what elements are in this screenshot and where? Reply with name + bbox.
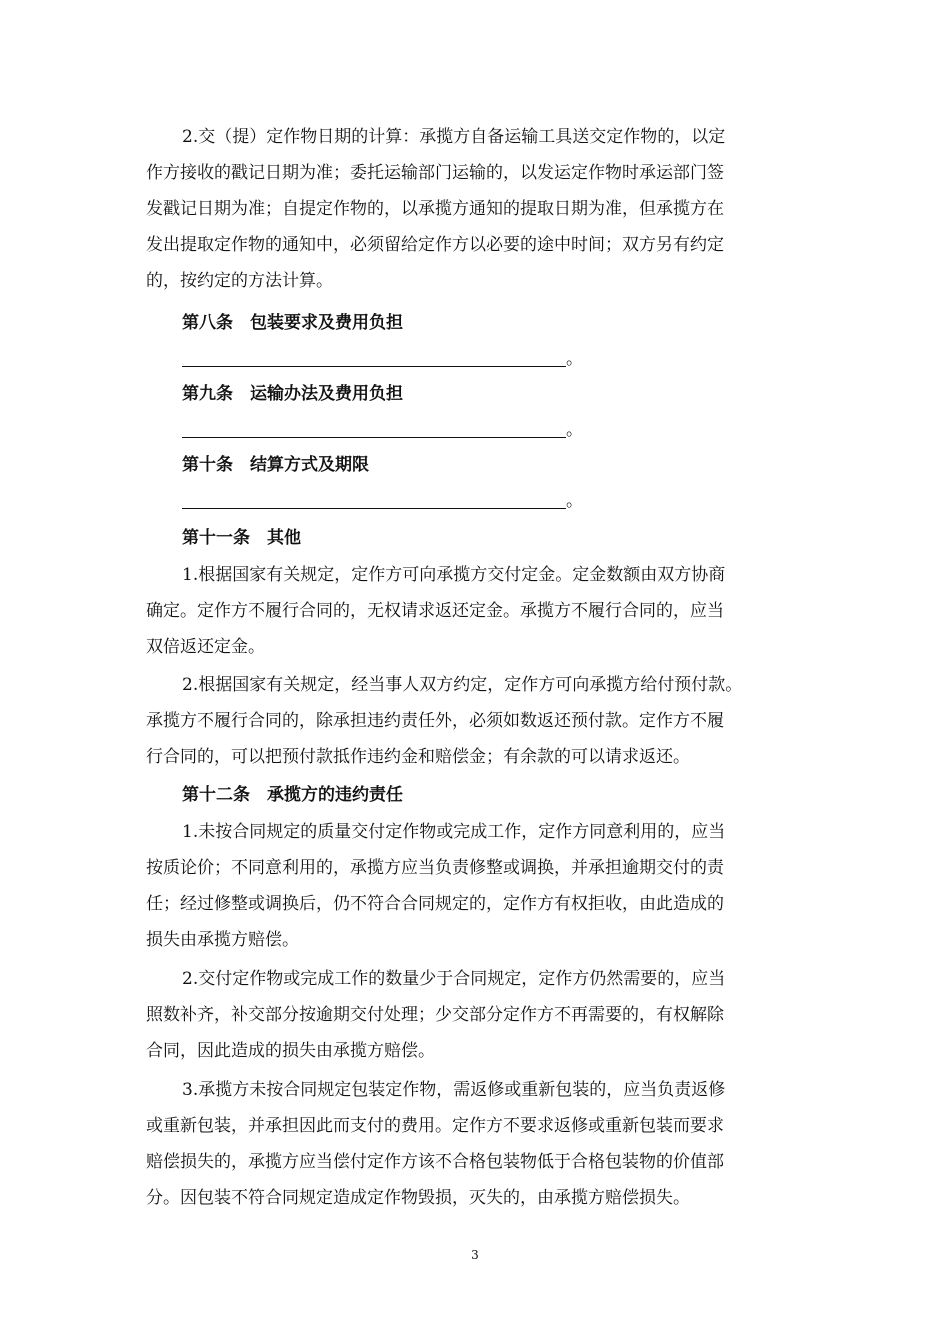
paragraph-line: 2.交（提）定作物日期的计算：承揽方自备运输工具送交定作物的，以定 xyxy=(182,127,726,147)
paragraph-line: 1.未按合同规定的质量交付定作物或完成工作，定作方同意利用的，应当 xyxy=(182,822,726,842)
article-8-heading: 第八条 包装要求及费用负担 xyxy=(182,313,403,333)
paragraph-line: 或重新包装，并承担因此而支付的费用。定作方不要求返修或重新包装而要求 xyxy=(146,1116,724,1136)
paragraph-line: 按质论价；不同意利用的，承揽方应当负责修整或调换，并承担逾期交付的责 xyxy=(146,858,724,878)
paragraph-line: 确定。定作方不履行合同的，无权请求返还定金。承揽方不履行合同的，应当 xyxy=(146,601,724,621)
paragraph-line: 的，按约定的方法计算。 xyxy=(146,271,333,291)
paragraph-line: 行合同的，可以把预付款抵作违约金和赔偿金；有余款的可以请求返还。 xyxy=(146,747,690,767)
paragraph-line: 照数补齐，补交部分按逾期交付处理；少交部分定作方不再需要的，有权解除 xyxy=(146,1005,724,1025)
paragraph-line: 作方接收的戳记日期为准；委托运输部门运输的，以发运定作物时承运部门签 xyxy=(146,163,724,183)
article-9-heading: 第九条 运输办法及费用负担 xyxy=(182,384,403,404)
paragraph-line: 1.根据国家有关规定，定作方可向承揽方交付定金。定金数额由双方协商 xyxy=(182,565,726,585)
fill-in-blank-line xyxy=(182,437,566,438)
article-12-heading: 第十二条 承揽方的违约责任 xyxy=(182,785,403,805)
fill-in-blank-line xyxy=(182,366,566,367)
paragraph-line: 合同，因此造成的损失由承揽方赔偿。 xyxy=(146,1041,435,1061)
paragraph-line: 3.承揽方未按合同规定包装定作物，需返修或重新包装的，应当负责返修 xyxy=(182,1080,726,1100)
page-number: 3 xyxy=(471,1248,479,1262)
paragraph-line: 承揽方不履行合同的，除承担违约责任外，必须如数返还预付款。定作方不履 xyxy=(146,711,724,731)
paragraph-line: 双倍返还定金。 xyxy=(146,637,265,657)
article-11-heading: 第十一条 其他 xyxy=(182,528,301,548)
paragraph-line: 2.交付定作物或完成工作的数量少于合同规定，定作方仍然需要的，应当 xyxy=(182,969,726,989)
article-10-heading: 第十条 结算方式及期限 xyxy=(182,455,369,475)
blank-period: 。 xyxy=(566,420,583,440)
paragraph-line: 分。因包装不符合同规定造成定作物毁损，灭失的，由承揽方赔偿损失。 xyxy=(146,1188,690,1208)
paragraph-line: 任；经过修整或调换后，仍不符合合同规定的，定作方有权拒收，由此造成的 xyxy=(146,894,724,914)
fill-in-blank-line xyxy=(182,508,566,509)
blank-period: 。 xyxy=(566,349,583,369)
paragraph-line: 发戳记日期为准；自提定作物的，以承揽方通知的提取日期为准，但承揽方在 xyxy=(146,199,724,219)
paragraph-line: 赔偿损失的，承揽方应当偿付定作方该不合格包装物低于合格包装物的价值部 xyxy=(146,1152,724,1172)
paragraph-line: 2.根据国家有关规定，经当事人双方约定，定作方可向承揽方给付预付款。 xyxy=(182,675,743,695)
paragraph-line: 损失由承揽方赔偿。 xyxy=(146,930,299,950)
blank-period: 。 xyxy=(566,491,583,511)
paragraph-line: 发出提取定作物的通知中，必须留给定作方以必要的途中时间；双方另有约定 xyxy=(146,235,724,255)
